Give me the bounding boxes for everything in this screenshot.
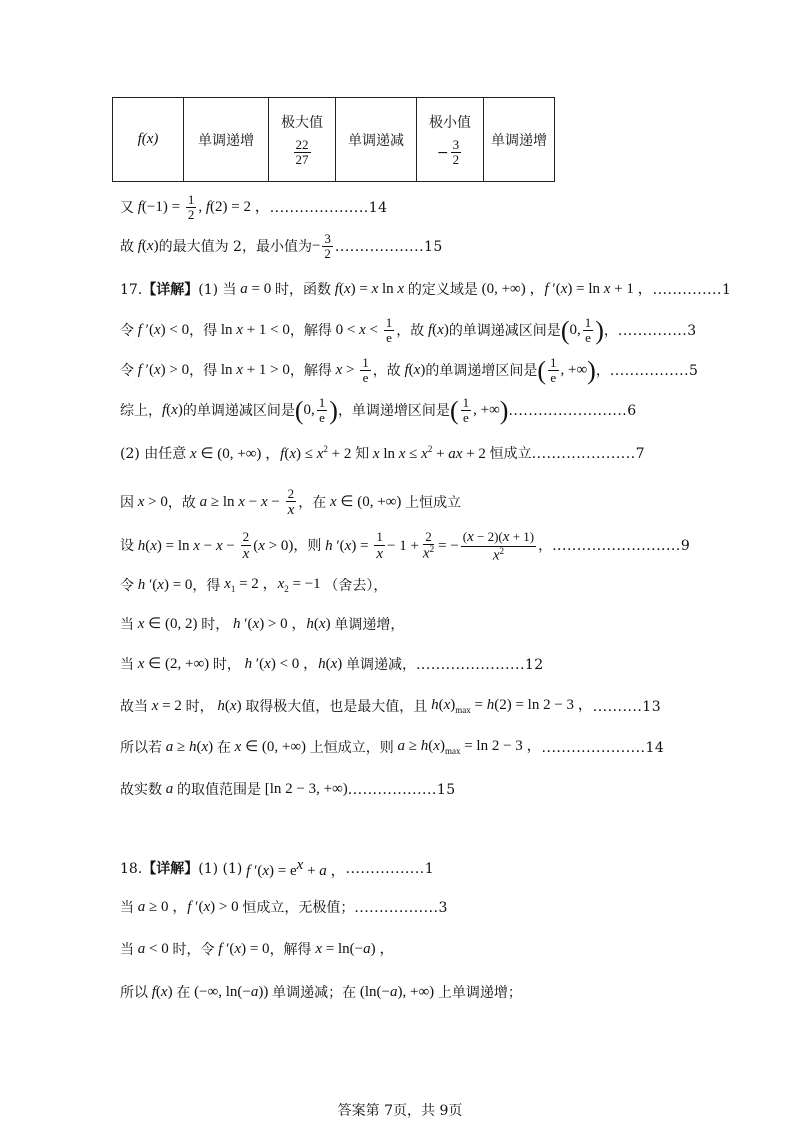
p17-line-3: 令 f ′(x) > 0 ，得 ln x + 1 > 0 ，解得 x > $\frac{1}{e}$ ，故 f(x) 的单调递增区间是 ( $\frac{1}{e}$ , +∞ ) ， ................5 [120,355,699,386]
table-local-max-cell: 极大值 $\frac{22}{27}$ [269,98,336,182]
p17-line-7: 设 h(x) = ln x − x − $\frac{2}{x}$ (x > 0) ，则 h ′(x) = $\frac{1}{x}$ − 1 + $\frac{2}{x^2}$ = − $\frac{(x - 2)(x + 1)}{x^2}$ ， ..........................9 [120,529,691,563]
p17-line-4: 综上， f(x) 的单调递减区间是 ( 0, $\frac{1}{e}$ ) ，单调递增区间是 ( $\frac{1}{e}$ , +∞ ) ........................6 [120,395,637,426]
p17-line-11: 故当 x = 2 时， h(x) 取得极大值，也是最大值，且 $h(x)_{max} = h(2) = \ln 2 - 3$ ， ..........13 [120,697,662,715]
page-footer: 答案第 7页，共 9页 [337,1103,463,1119]
p17-line-9: 当 x ∈ (0, 2) 时， h ′(x) > 0 ，h(x) 单调递增， [120,616,405,633]
p18-line-3: 当 a < 0 时，令 f ′(x) = 0 ，解得 x = ln(−a) ， [120,941,395,958]
line-max-min: 故 f(x) 的最大值为 2，最小值为 − $\frac{3}{2}$ ..................15 [120,231,443,262]
p17-line-6: 因 x > 0 ，故 a ≥ ln x − x − $\frac{2}{x}$ ，在 x ∈ (0, +∞) 上恒成立 [120,486,462,519]
p18-line-4: 所以 f(x) 在 (−∞, ln(−a)) 单调递减；在 (ln(−a), +∞) 上单调递增； [120,984,522,1001]
p17-line-2: 令 f ′(x) < 0 ，得 ln x + 1 < 0 ，解得 0 < x < $\frac{1}{e}$ ，故 f(x) 的单调递减区间是 ( 0, $\frac{1}{e}$ ) ， ..............3 [120,315,697,346]
table-increasing-cell-2: 单调递增 [484,98,555,182]
table-decreasing-cell: 单调递减 [336,98,417,182]
monotonicity-table [112,97,555,182]
p17-line-10: 当 x ∈ (2, +∞) 时， h ′(x) < 0 ，h(x) 单调递减， ......................12 [120,656,544,673]
p17-line-1: 17. 【详解】 (1) 当 a = 0 时，函数 f(x) = x ln x 的定义域是 (0, +∞) ，f ′(x) = ln x + 1 ， ..............1 [120,281,732,298]
table-increasing-cell-1: 单调递增 [184,98,269,182]
p17-line-12: 所以若 a ≥ h(x) 在 x ∈ (0, +∞) 上恒成立，则 $a \ge h(x)_{max} = \ln 2 - 3$ ， .....................14 [120,738,665,756]
line-values: 又 f(−1) = $\frac{1}{2}$ , f(2) = 2 ， ....................14 [120,192,388,223]
table-func-cell: f(x) [113,98,184,182]
table-local-min-cell: 极小值 − $\frac{3}{2}$ [417,98,484,182]
p18-line-1: 18. 【详解】 (1) (1) f $'(x) = e^x + a$ ， ................1 [120,857,435,879]
p17-line-5: (2) 由任意 x ∈ (0, +∞) ，$f(x) \le x^2 + 2$ 知 x $\ln x \le x^2$ + ax + 2 恒成立 .....................7 [120,444,646,462]
p17-line-8: 令 h ′(x) = 0 ，得 $x_1 = 2$ ，$x_2 = -1$ （舍去）， [120,576,388,594]
p18-line-2: 当 a ≥ 0 ，f ′(x) > 0 恒成立，无极值； .................3 [120,899,448,916]
p17-line-13: 故实数 a 的取值范围是 [ln 2 − 3, +∞) ..................15 [120,781,456,798]
